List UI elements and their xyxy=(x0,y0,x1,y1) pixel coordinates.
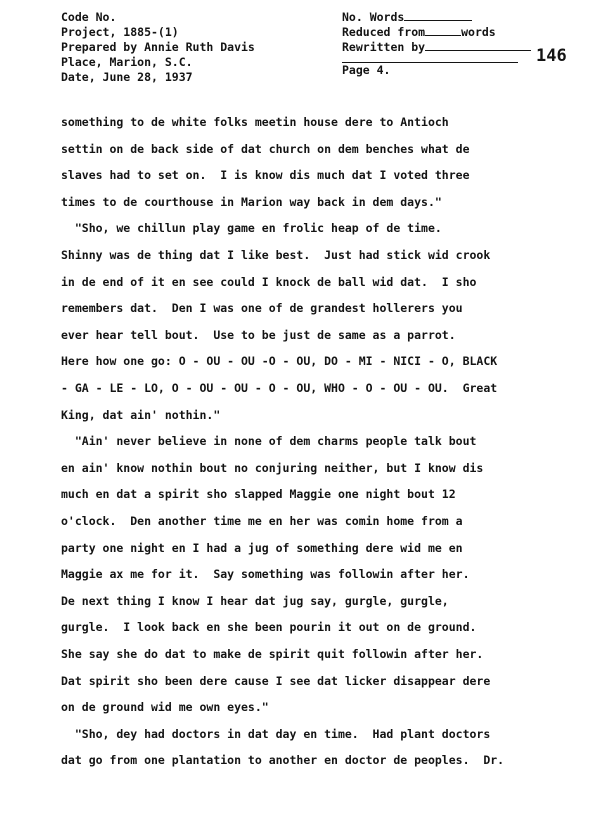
header-left-block xyxy=(61,10,255,85)
reduced-from-label: Reduced from xyxy=(342,25,426,39)
no-words-blank xyxy=(404,10,472,21)
header-rule xyxy=(342,62,518,63)
text-line: She say she do dat to make de spirit quit followin after her. xyxy=(61,647,484,661)
text-line: "Sho, we chillun play game en frolic heap of de time. xyxy=(61,221,442,235)
text-line: gurgle. I look back en she been pourin it out on de ground. xyxy=(61,620,477,634)
text-line: Here how one go: O - OU - OU -O - OU, DO - MI - NICI - O, BLACK xyxy=(61,354,498,368)
header-right-block xyxy=(342,10,531,78)
rewritten-by-label: Rewritten by xyxy=(342,40,426,54)
text-line: - GA - LE - LO, O - OU - OU - O - OU, WHO - O - OU - OU. Great xyxy=(61,381,498,395)
text-line: times to de courthouse in Marion way back in dem days." xyxy=(61,195,442,209)
text-line: on de ground wid me own eyes." xyxy=(61,700,269,714)
code-number: Code No. xyxy=(61,10,117,24)
prepared-by: Prepared by Annie Ruth Davis xyxy=(61,40,255,54)
rewritten-by-blank xyxy=(425,40,531,51)
reduced-from-blank xyxy=(425,25,461,36)
reduced-from-row xyxy=(342,25,531,40)
text-line: remembers dat. Den I was one of de grandest hollerers you xyxy=(61,301,463,315)
project-number: Project, 1885-(1) xyxy=(61,25,179,39)
text-line: en ain' know nothin bout no conjuring neither, but I know dis xyxy=(61,461,484,475)
page-number: 146 xyxy=(536,46,567,66)
text-line: dat go from one plantation to another en doctor de peoples. Dr. xyxy=(61,753,505,767)
page-label: Page 4. xyxy=(342,63,391,77)
text-line: "Sho, dey had doctors in dat day en time. Had plant doctors xyxy=(61,727,491,741)
words-label: words xyxy=(461,25,496,39)
text-line: much en dat a spirit sho slapped Maggie one night bout 12 xyxy=(61,487,456,501)
text-line: Maggie ax me for it. Say something was followin after her. xyxy=(61,567,470,581)
text-line: "Ain' never believe in none of dem charms people talk bout xyxy=(61,434,477,448)
text-line: King, dat ain' nothin." xyxy=(61,408,221,422)
text-line: Shinny was de thing dat I like best. Just had stick wid crook xyxy=(61,248,491,262)
text-line: in de end of it en see could I knock de ball wid dat. I sho xyxy=(61,275,477,289)
place: Place, Marion, S.C. xyxy=(61,55,193,69)
text-line: o'clock. Den another time me en her was comin home from a xyxy=(61,514,463,528)
no-words-label: No. Words xyxy=(342,10,405,24)
rewritten-by-row xyxy=(342,40,531,55)
text-line: De next thing I know I hear dat jug say, gurgle, gurgle, xyxy=(61,594,449,608)
text-line: party one night en I had a jug of something dere wid me en xyxy=(61,541,463,555)
date: Date, June 28, 1937 xyxy=(61,70,193,84)
number-of-words-row xyxy=(342,10,531,25)
text-line: settin on de back side of dat church on dem benches what de xyxy=(61,142,470,156)
text-line: ever hear tell bout. Use to be just de same as a parrot. xyxy=(61,328,456,342)
text-line: Dat spirit sho been dere cause I see dat licker disappear dere xyxy=(61,674,491,688)
text-line: something to de white folks meetin house dere to Antioch xyxy=(61,115,449,129)
text-line: slaves had to set on. I is know dis much dat I voted three xyxy=(61,168,470,182)
